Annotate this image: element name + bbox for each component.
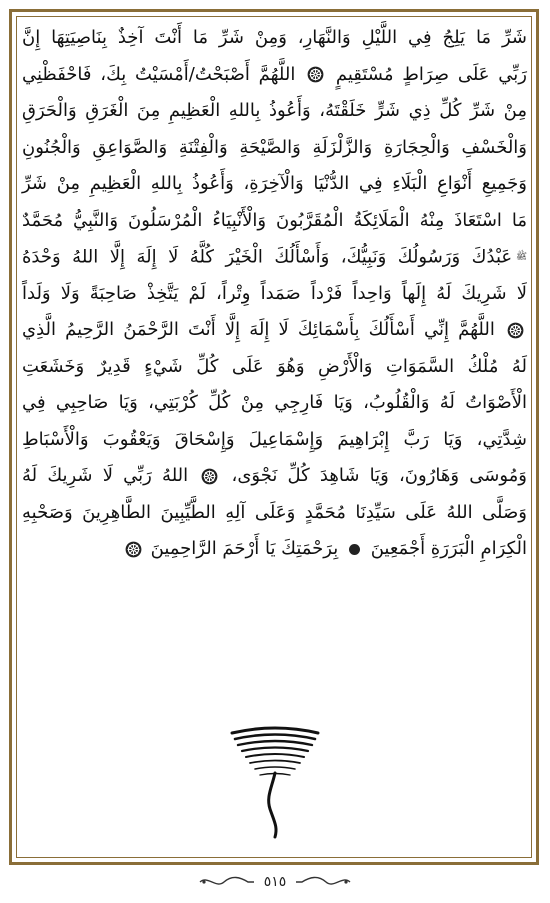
text-line: الْأَصْوَاتُ لَهُ وَالْقُلُوبُ، وَيَا فَارِجِي مِنْ كُلِّ كُرْبَتِي، وَيَا صَاحِبِي فِي <box>22 392 527 413</box>
text-line: الْكِرَامِ الْبَرَرَةِ أَجْمَعِينَ بِرَحْمَتِكَ يَا أَرْحَمَ الرَّاحِمِينَ <box>22 531 527 568</box>
text-line: شَرِّ مَا يَلِجُ فِي اللَّيْلِ وَالنَّهَارِ، وَمِنْ شَرِّ مَا أَنْتَ آخِذٌ بِنَاصِيَتِهَا إِنَّ <box>22 27 527 48</box>
text-line: لَا شَرِيكَ لَهُ إِلَهاً وَاحِداً فَرْداً صَمَداً وِتْراً، لَمْ يَتَّخِذْ صَاحِبَةً وَلَا وَلَداً <box>22 282 527 304</box>
text-line: وَمُوسَى وَهَارُونَ، وَيَا شَاهِدَ كُلِّ نَجْوَى، اللهُ رَبِّي لَا شَرِيكَ لَهُ <box>22 465 527 486</box>
right-flourish-icon <box>294 876 352 888</box>
text-line: اللَّهُمَّ إِنِّي أَسْأَلُكَ بِأَسْمَائِكَ لَا إِلَهَ إِلَّا أَنْتَ الرَّحْمَنُ الرَّحِيمُ الَّذِي <box>22 312 527 349</box>
rosette-separator-icon <box>507 322 524 339</box>
left-flourish-icon <box>198 876 256 888</box>
text-line: مَا اسْتَعَاذَ مِنْهُ الْمَلَائِكَةُ الْمُقَرَّبُونَ وَالْأَنْبِيَاءُ الْمُرْسَلُونَ وَالنَّبِيُّ مُحَمَّدٌ <box>22 209 527 231</box>
text-line: مِنْ شَرِّ كُلِّ ذِي شَرٍّ خَلَقْتَهُ، وَأَعُوذُ بِاللهِ الْعَظِيمِ مِنَ الْغَرَقِ وَالْحَرَقِ <box>22 100 527 121</box>
salawat-symbol: ﷺ <box>516 252 527 262</box>
calligraphic-ornament-icon <box>220 725 330 840</box>
text-line: لَهُ مُلْكُ السَّمَوَاتِ وَالْأَرْضِ وَهُوَ عَلَى كُلِّ شَيْءٍ قَدِيرٌ وَخَشَعَتِ <box>22 355 527 377</box>
page-number: ٥١٥ <box>263 874 287 890</box>
text-line: رَبِّي عَلَى صِرَاطٍ مُسْتَقِيمٍ اللَّهُمَّ أَصْبَحْتُ/أَمْسَيْتُ بِكَ، فَاحْفَظْنِي <box>22 63 527 85</box>
text-line: شِدَّتِي، وَيَا رَبَّ إِبْرَاهِيمَ وَإِسْمَاعِيلَ وَإِسْحَاقَ وَيَعْقُوبَ وَالْأَسْبَاطِ <box>22 428 527 450</box>
text-line: وَجَمِيعِ أَنْوَاعِ الْبَلَاءِ فِي الدُّنْيَا وَالْآخِرَةِ، وَأَعُوذُ بِاللهِ الْعَظِيمِ مِنْ شَرِّ <box>22 173 527 194</box>
text-line: وَالْخَسْفِ وَالْحِجَارَةِ وَالزَّلْزَلَةِ وَالصَّيْحَةِ وَالْفِتْنَةِ وَالصَّوَاعِقِ وَالْجُنُونِ <box>22 136 527 158</box>
page-footer <box>0 872 550 892</box>
rosette-separator-icon <box>201 468 218 485</box>
dot-separator-icon <box>349 544 360 555</box>
rosette-separator-icon <box>307 66 324 83</box>
text-line: وَصَلَّى اللهُ عَلَى سَيِّدِنَا مُحَمَّدٍ وَعَلَى آلِهِ الطَّيِّبِينَ الطَّاهِرِينَ وَصَحْبِهِ <box>22 501 527 523</box>
rosette-end-icon <box>125 541 142 558</box>
supplication-text <box>22 20 527 568</box>
text-line: ﷺعَبْدُكَ وَرَسُولُكَ وَنَبِيُّكَ، وَأَسْأَلُكَ الْخَيْرَ كُلَّهُ لَا إِلَهَ إِلَّا اللهُ وَحْدَهُ <box>22 239 527 276</box>
